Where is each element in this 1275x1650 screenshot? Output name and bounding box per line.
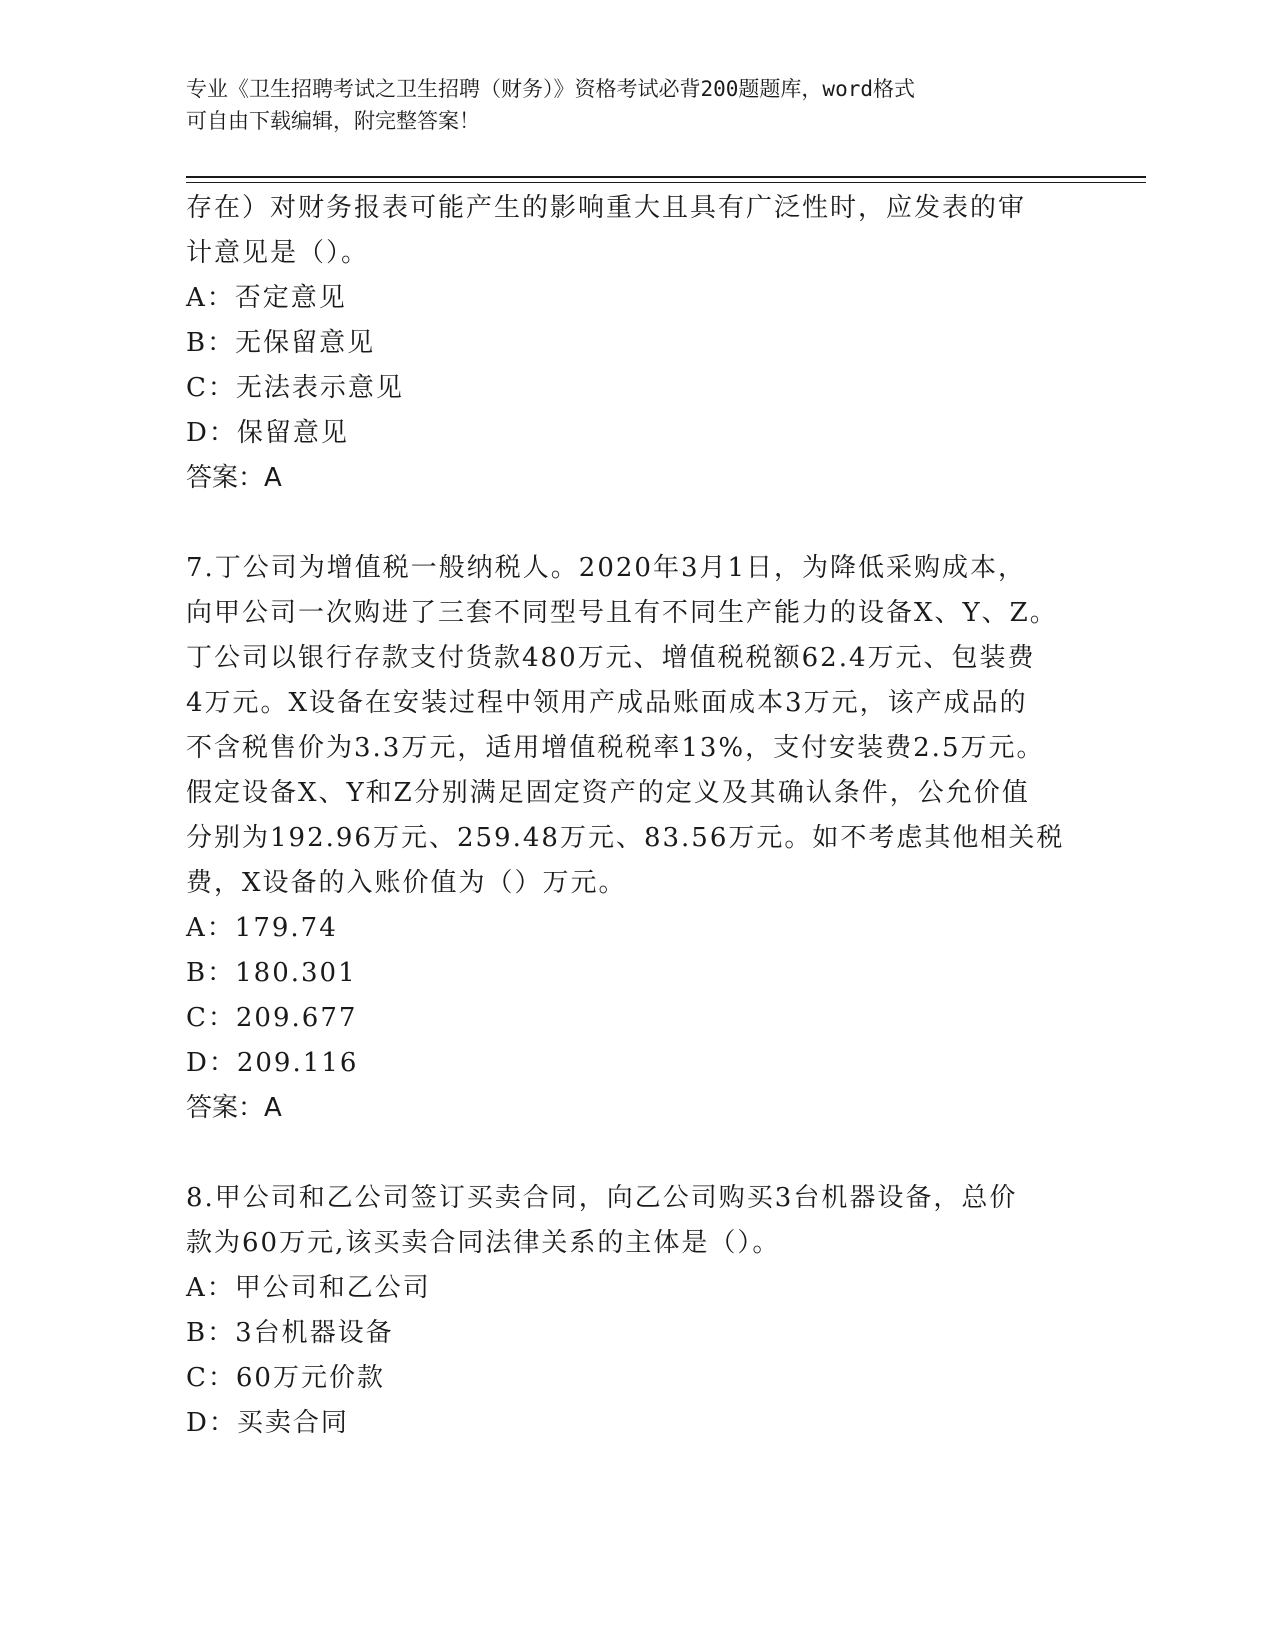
option-c: C：60万元价款	[186, 1363, 385, 1393]
option-a: A：179.74	[186, 913, 338, 943]
question-stem-line: 计意见是（）。	[186, 238, 370, 268]
question-stem-line: 丁公司以银行存款支付货款480万元、增值税税额62.4万元、包装费	[186, 643, 1036, 673]
option-a: A：否定意见	[186, 283, 347, 313]
option-a: A：甲公司和乙公司	[186, 1273, 431, 1303]
question-stem-line: 费，X设备的入账价值为（）万元。	[186, 868, 627, 898]
option-d: D：买卖合同	[186, 1408, 349, 1438]
question-stem-line: 款为60万元,该买卖合同法律关系的主体是（）。	[186, 1228, 781, 1258]
option-b: B：无保留意见	[186, 328, 376, 358]
answer-line: 答案：A	[186, 1093, 282, 1123]
question-stem-line: 假定设备X、Y和Z分别满足固定资产的定义及其确认条件，公允价值	[186, 778, 1030, 808]
header-divider-thin	[186, 182, 1146, 183]
question-stem-line: 8.甲公司和乙公司签订买卖合同，向乙公司购买3台机器设备，总价	[186, 1183, 1018, 1213]
answer-line: 答案：A	[186, 463, 282, 493]
option-b: B：180.301	[186, 958, 357, 988]
question-7	[186, 546, 1086, 1131]
question-stem-line: 向甲公司一次购进了三套不同型号且有不同生产能力的设备X、Y、Z。	[186, 598, 1058, 628]
header-title-line-1: 专业《卫生招聘考试之卫生招聘（财务）》资格考试必背200题题库，word格式	[186, 77, 915, 101]
question-stem-line: 4万元。X设备在安装过程中领用产成品账面成本3万元，该产成品的	[186, 688, 1028, 718]
question-content	[186, 186, 1086, 1446]
option-c: C：无法表示意见	[186, 373, 404, 403]
question-8	[186, 1176, 1086, 1446]
document-header	[186, 73, 1086, 137]
option-d: D：209.116	[186, 1048, 359, 1078]
question-stem-line: 分别为192.96万元、259.48万元、83.56万元。如不考虑其他相关税	[186, 823, 1065, 853]
spacer	[186, 1131, 1086, 1176]
option-b: B：3台机器设备	[186, 1318, 394, 1348]
question-6	[186, 186, 1086, 501]
question-stem-line: 不含税售价为3.3万元，适用增值税税率13%，支付安装费2.5万元。	[186, 733, 1045, 763]
question-stem-line: 7.丁公司为增值税一般纳税人。2020年3月1日，为降低采购成本，	[186, 553, 1027, 583]
option-d: D：保留意见	[186, 418, 349, 448]
header-title-line-2: 可自由下载编辑，附完整答案！	[186, 109, 480, 133]
question-stem-line: 存在）对财务报表可能产生的影响重大且具有广泛性时，应发表的审	[186, 193, 1027, 223]
header-divider-thick	[186, 176, 1146, 178]
option-c: C：209.677	[186, 1003, 358, 1033]
spacer	[186, 501, 1086, 546]
